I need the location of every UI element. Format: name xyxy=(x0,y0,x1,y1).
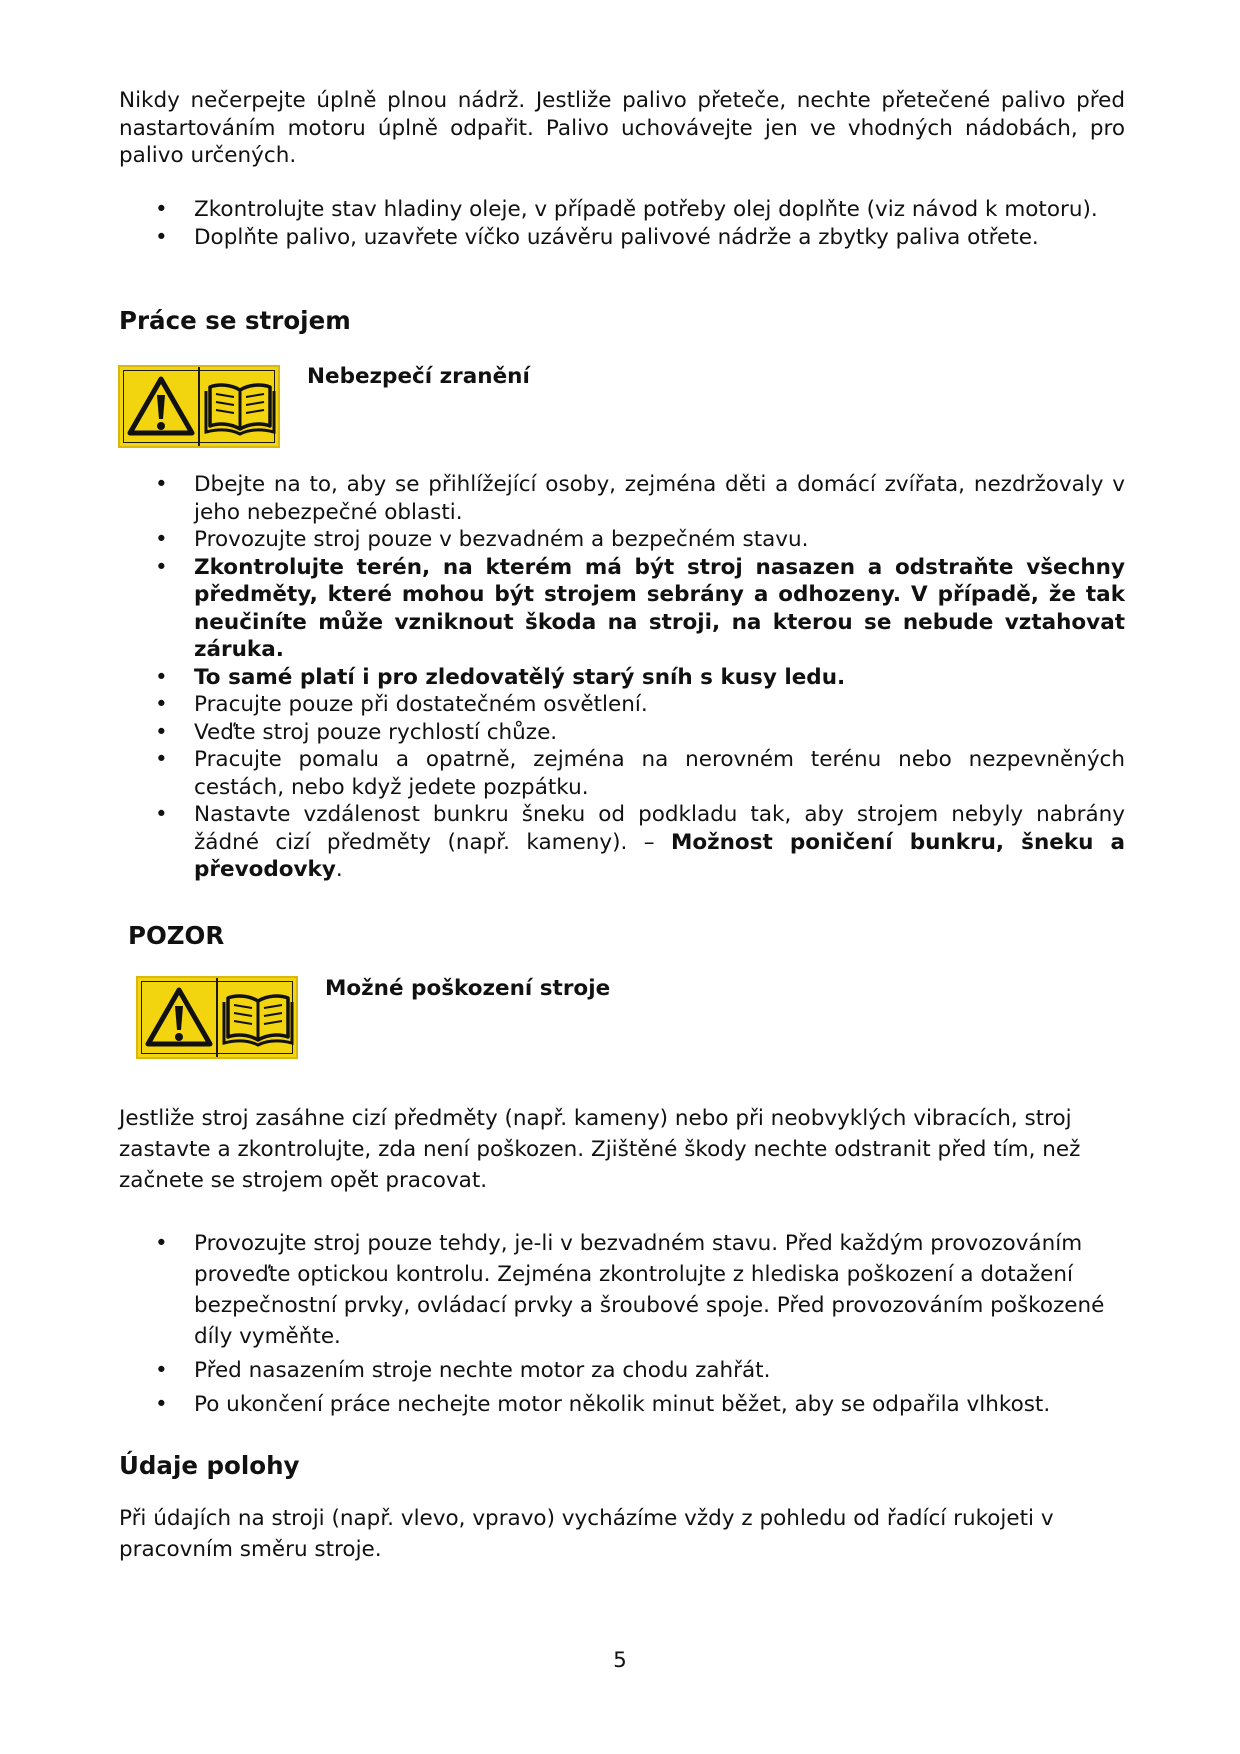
bullet-text-end: . xyxy=(335,857,343,882)
manual-book-icon xyxy=(220,989,296,1049)
sign-caption-injury: Nebezpečí zranění xyxy=(307,364,530,389)
list-item: • Pracujte pomalu a opatrně, zejména na nerovném terénu nebo nezpevněných cestách, nebo když jedete pozpátku. xyxy=(119,746,1125,801)
section-heading-udaje: Údaje polohy xyxy=(119,1451,300,1480)
section-heading-pozor: POZOR xyxy=(128,921,225,950)
intro-bullet-list xyxy=(119,196,1125,251)
list-item: • Pracujte pouze při dostatečném osvětlení. xyxy=(119,691,1125,719)
list-item: • Provozujte stroj pouze tehdy, je-li v bezvadném stavu. Před každým provozováním proveďte optickou kontrolu. Zejména zkontrolujte z hlediska poškození a dotažení bezpečnostní prvky, ovládací prvky a šroubové spoje. Před provozováním poškozené díly vyměňte. xyxy=(119,1228,1125,1352)
section2-paragraph: Jestliže stroj zasáhne cizí předměty (např. kameny) nebo při neobvyklých vibracích, stroj zastavte a zkontrolujte, zda není poškozen. Zjištěné škody nechte odstranit před tím, než začnete se strojem opět pracovat. xyxy=(119,1106,1081,1193)
list-item: • Dbejte na to, aby se přihlížející osoby, zejména děti a domácí zvířata, nezdržovaly v jeho nebezpečné oblasti. xyxy=(119,471,1125,526)
page-number: 5 xyxy=(613,1648,627,1673)
sign-caption-damage: Možné poškození stroje xyxy=(325,976,611,1001)
warning-triangle-icon xyxy=(126,375,196,439)
sign-divider xyxy=(198,367,200,446)
list-item: • Doplňte palivo, uzavřete víčko uzávěru palivové nádrže a zbytky paliva otřete. xyxy=(119,224,1125,252)
list-item: • Zkontrolujte terén, na kterém má být stroj nasazen a odstraňte všechny předměty, které mohou být strojem sebrány a odhozeny. V případě, že tak neučiníte může vzniknout škoda na stroji, na kterou se nebude vztahovat záruka. xyxy=(119,554,1125,664)
section3-paragraph: Při údajích na stroji (např. vlevo, vpravo) vycházíme vždy z pohledu od řadící rukojeti v pracovním směru stroje. xyxy=(119,1506,1054,1562)
bullet-text: Nastavte vzdálenost bunkru šneku od podkladu tak, aby strojem nebyly nabrány žádné cizí předměty (např. kameny). – xyxy=(194,802,1125,855)
section-heading-prace: Práce se strojem xyxy=(119,306,351,335)
list-item: • Veďte stroj pouze rychlostí chůze. xyxy=(119,719,1125,747)
list-item: • To samé platí i pro zledovatělý starý sníh s kusy ledu. xyxy=(119,664,1125,692)
bullet-text-bold: Možnost poničení bunkru, šneku a převodovky xyxy=(194,829,1125,882)
intro-paragraph: Nikdy nečerpejte úplně plnou nádrž. Jestliže palivo přeteče, nechte přetečené palivo před nastartováním motoru úplně odpařit. Palivo uchovávejte jen ve vhodných nádobách, pro palivo určených. xyxy=(119,88,1125,168)
warning-triangle-icon xyxy=(144,986,214,1050)
manual-book-icon xyxy=(202,378,278,438)
list-item: • Zkontrolujte stav hladiny oleje, v případě potřeby olej doplňte (viz návod k motoru). xyxy=(119,196,1125,224)
list-item: • Provozujte stroj pouze v bezvadném a bezpečném stavu. xyxy=(119,526,1125,554)
warning-sign-1 xyxy=(118,365,280,448)
section1-bullet-list xyxy=(119,471,1125,884)
list-item xyxy=(119,801,1125,884)
section2-bullet-list xyxy=(119,1228,1125,1423)
list-item: • Po ukončení práce nechejte motor několik minut běžet, aby se odpařila vlhkost. xyxy=(119,1389,1125,1420)
sign-divider xyxy=(216,978,218,1057)
warning-sign-2 xyxy=(136,976,298,1059)
list-item: • Před nasazením stroje nechte motor za chodu zahřát. xyxy=(119,1355,1125,1386)
